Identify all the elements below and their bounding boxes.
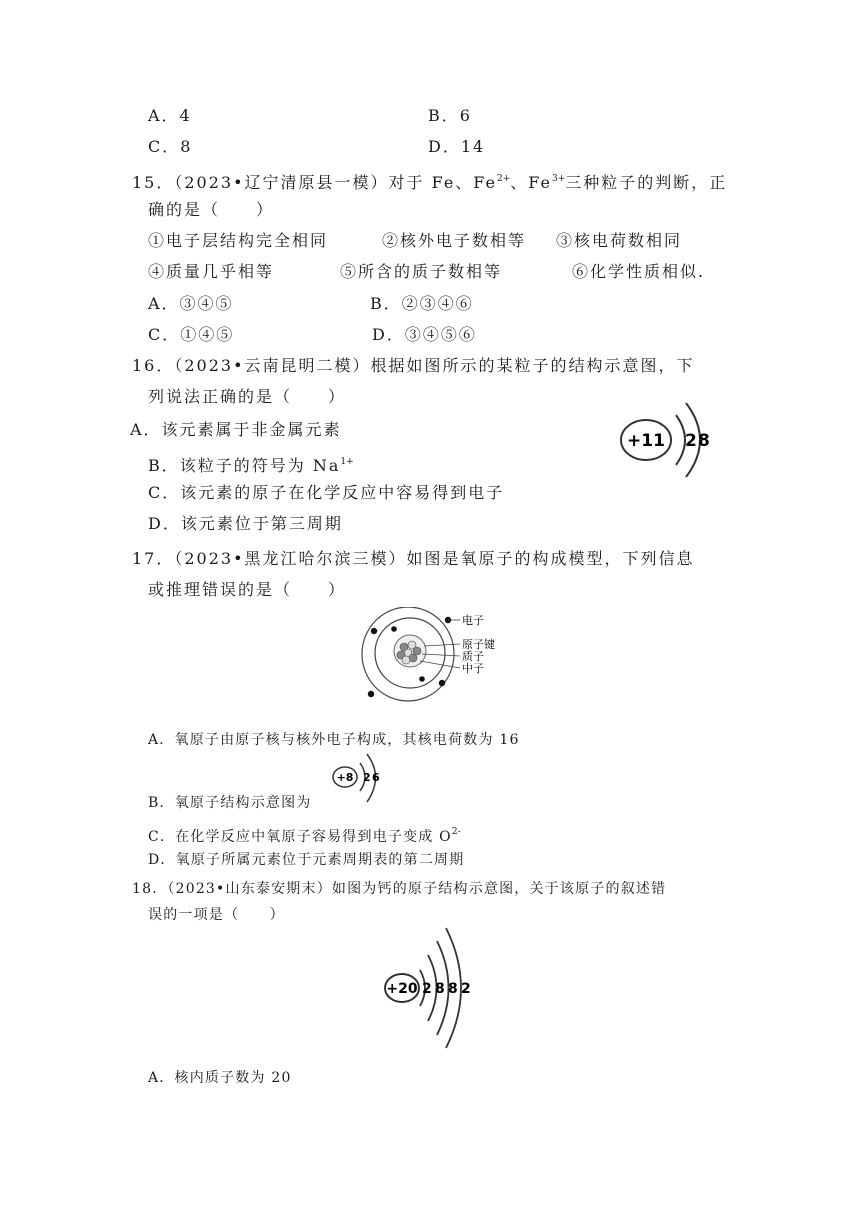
q16-option-c: C．该元素的原子在化学反应中容易得到电子: [148, 483, 505, 502]
shell-2-electrons: 8: [435, 981, 445, 997]
shell-2-electrons: 8: [698, 431, 710, 451]
oxygen-structure-diagram: [330, 752, 386, 806]
electron: [371, 628, 377, 634]
option-d: D．14: [428, 137, 486, 156]
nucleus-charge: +8: [336, 771, 354, 784]
shell-4-electrons: 2: [461, 981, 471, 997]
q15-statement-2: ②核外电子数相等: [382, 231, 527, 250]
option-b: B．6: [428, 106, 472, 125]
leader-line: [420, 661, 460, 668]
q15-statement-3: ③核电荷数相同: [556, 231, 683, 250]
option-a: A．4: [148, 106, 192, 125]
q16-option-d: D．该元素位于第三周期: [148, 514, 343, 533]
label-neutron: 中子: [462, 662, 484, 675]
shell-1-electrons: 2: [363, 771, 371, 784]
q17-option-c: C．在化学反应中氧原子容易得到电子变成 $O^{2-}$: [148, 827, 461, 845]
shell-arc-1: [676, 415, 685, 465]
label-nucleus: 原子键: [462, 638, 495, 651]
q16-stem-line1: 16．（2023•云南昆明二模）根据如图所示的某粒子的结构示意图，下: [132, 356, 695, 375]
q18-stem-line2: 误的一项是（ ）: [148, 907, 285, 923]
option-c: C．8: [148, 137, 193, 156]
shell-3-electrons: 8: [448, 981, 458, 997]
q15-statement-4: ④质量几乎相等: [148, 262, 275, 281]
electron: [391, 626, 397, 632]
q17-option-a: A．氧原子由原子核与核外电子构成，其核电荷数为 16: [148, 732, 520, 748]
label-proton: 质子: [462, 650, 484, 663]
q17-stem-line1: 17．（2023•黑龙江哈尔滨三模）如图是氧原子的构成模型，下列信息: [132, 549, 695, 568]
q15-option-b: B．②③④⑥: [370, 294, 474, 313]
q15-option-a: A．③④⑤: [148, 294, 234, 313]
shell-2-electrons: 6: [372, 771, 380, 784]
leader-line: [424, 644, 460, 646]
shell-1-electrons: 2: [422, 981, 432, 997]
q17-stem-line2: 或推理错误的是（ ）: [148, 580, 347, 599]
calcium-structure-diagram: [382, 925, 482, 1051]
q15-statement-1: ①电子层结构完全相同: [148, 231, 329, 250]
q17-option-d: D．氧原子所属元素位于元素周期表的第二周期: [148, 852, 465, 868]
shell-1-electrons: 2: [685, 431, 697, 451]
q16-option-b: B．该粒子的符号为 $Na^{1+}$: [148, 456, 354, 475]
nucleus-charge: +20: [386, 981, 418, 997]
q15-statement-5: ⑤所含的质子数相等: [340, 262, 503, 281]
electron: [368, 691, 374, 697]
q18-stem-line1: 18．（2023•山东泰安期末）如图为钙的原子结构示意图，关于该原子的叙述错: [132, 881, 667, 897]
electron: [439, 680, 445, 686]
q18-option-a: A．核内质子数为 20: [148, 1070, 292, 1086]
q15-stem-line1: 15．（2023•辽宁清原县一模）对于 Fe、$Fe^{2+}$、$Fe^{3+}$三种粒子的判断，正: [132, 173, 728, 192]
q15-statement-6: ⑥化学性质相似.: [572, 262, 706, 281]
label-electron: 电子: [462, 614, 484, 627]
q16-stem-line2: 列说法正确的是（ ）: [148, 387, 347, 406]
q16-option-a: A．该元素属于非金属元素: [130, 420, 342, 439]
oxygen-atom-model: [356, 607, 516, 707]
nucleus-charge: +11: [627, 431, 665, 451]
q15-stem-line2: 确的是（ ）: [148, 200, 275, 219]
q17-option-b: B．氧原子结构示意图为: [148, 795, 312, 811]
q15-option-c: C．①④⑤: [148, 325, 235, 344]
sodium-ion-structure-diagram: [610, 393, 730, 485]
electron: [419, 676, 425, 682]
q15-option-d: D．③④⑤⑥: [372, 325, 477, 344]
